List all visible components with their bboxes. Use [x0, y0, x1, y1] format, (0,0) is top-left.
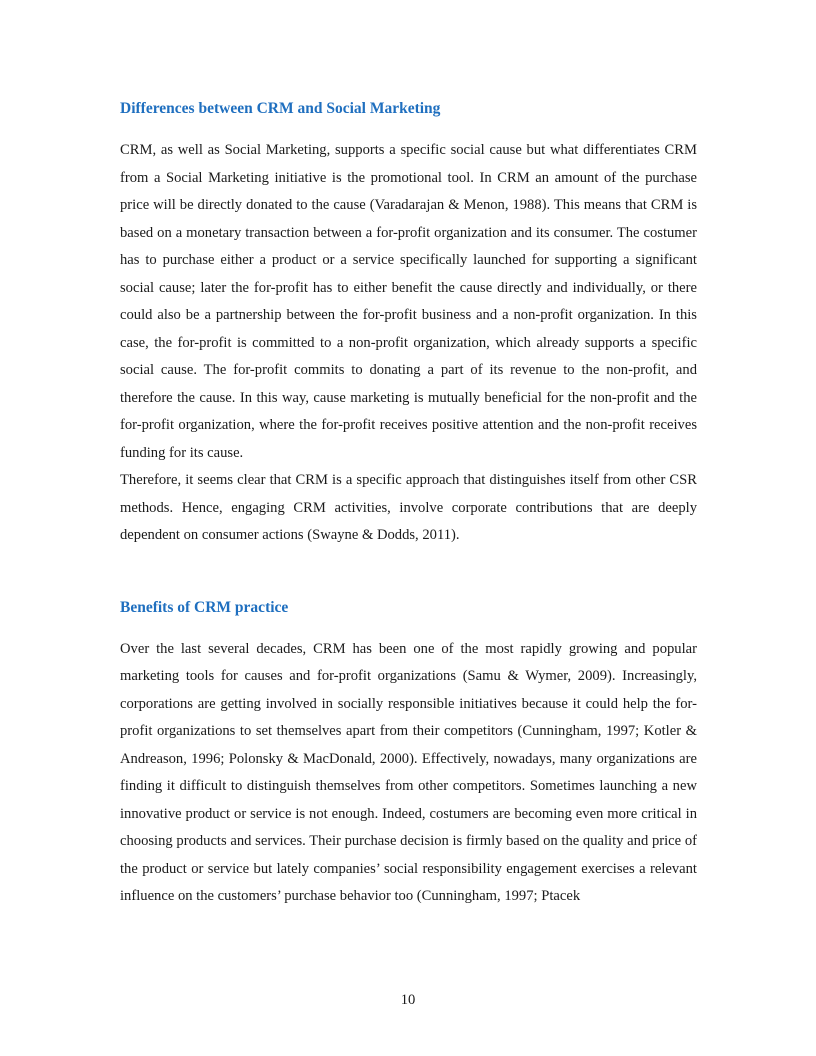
paragraph-benefits-1: Over the last several decades, CRM has been one of the most rapidly growing and popular marketing tools for causes and for-profit organizations (Samu & Wymer, 2009). Increasingly, corporations are getting involved in socially responsible initiatives because it could help the for-profit organizations to set themselves apart from their competitors (Cunningham, 1997; Kotler & Andreason, 1996; Polonsky & MacDonald, 2000). Effectively, nowadays, many organizations are finding it difficult to distinguish themselves from other competitors. Sometimes launching a new innovative product or service is not enough. Indeed, costumers are becoming even more critical in choosing products and services. Their purchase decision is firmly based on the quality and price of the product or service but lately companies’ social responsibility engagement exercises a relevant influence on the customers’ purchase behavior too (Cunningham, 1997; Ptacek [120, 640, 697, 904]
page-number: 10 [400, 992, 416, 1008]
paragraph-differences-1: CRM, as well as Social Marketing, supports a specific social cause but what differentiates CRM from a Social Marketing initiative is the promotional tool. In CRM an amount of the purchase price will be directly donated to the cause (Varadarajan & Menon, 1988). This means that CRM is based on a monetary transaction between a for-profit organization and its consumer. The costumer has to purchase either a product or a service specifically launched for supporting a significant social cause; later the for-profit has to either benefit the cause directly and individually, or there could also be a partnership between the for-profit business and a non-profit organization. In this case, the for-profit is committed to a non-profit organization, which already supports a specific social cause. The for-profit commits to donating a part of its revenue to the non-profit, and therefore the cause. In this way, cause marketing is mutually beneficial for the non-profit and the for-profit organization, where the for-profit receives positive attention and the non-profit receives funding for its cause. [120, 142, 697, 461]
section-heading-benefits: Benefits of CRM practice [120, 598, 289, 616]
paragraph-differences-2: Therefore, it seems clear that CRM is a specific approach that distinguishes itself from other CSR methods. Hence, engaging CRM activities, involve corporate contributions that are deeply dependent on consumer actions (Swayne & Dodds, 2011). [120, 472, 697, 543]
page-content [120, 96, 697, 911]
section-heading-differences: Differences between CRM and Social Marketing [120, 100, 441, 117]
